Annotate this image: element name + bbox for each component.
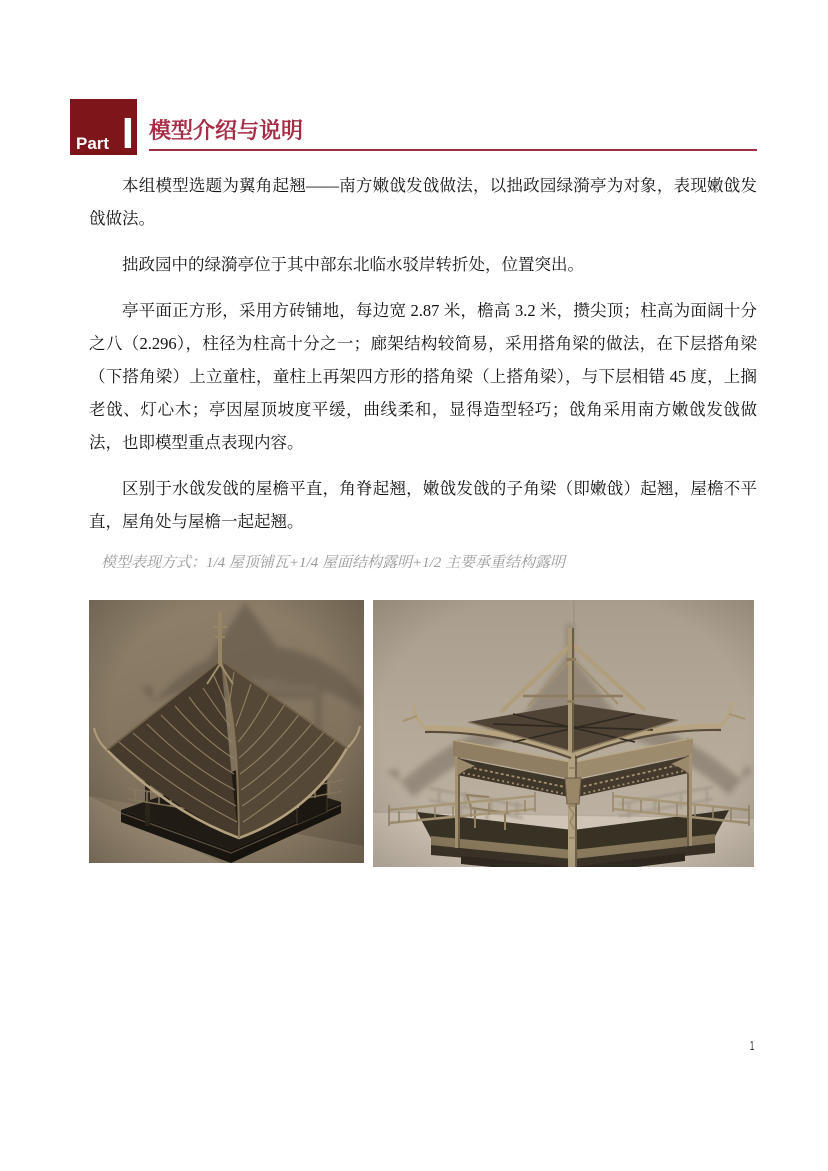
model-presentation-caption: 模型表现方式：1/4 屋顶铺瓦+1/4 屋面结构露明+1/2 主要承重结构露明 <box>101 555 565 571</box>
title-underline <box>149 149 757 151</box>
paragraph-1: 本组模型选题为翼角起翘——南方嫩戗发戗做法，以拙政园绿漪亭为对象，表现嫩戗发戗做法。 <box>89 176 757 228</box>
model-photos <box>89 600 754 867</box>
part-badge <box>70 99 137 158</box>
model-photo-corner-view <box>373 600 754 867</box>
part-label: Part <box>76 134 110 153</box>
pavilion-model-roof-illustration <box>89 600 364 863</box>
body-text <box>89 169 757 575</box>
paragraph-2: 拙政园中的绿漪亭位于其中部东北临水驳岸转折处，位置突出。 <box>122 255 584 274</box>
paragraph-4: 区别于水戗发戗的屋檐平直，角脊起翘，嫩戗发戗的子角梁（即嫩戗）起翘，屋檐不平直，屋角处与屋檐一起起翘。 <box>89 479 757 531</box>
pavilion-model-corner-illustration <box>373 600 754 867</box>
paragraph-3: 亭平面正方形，采用方砖铺地，每边宽 2.87 米，檐高 3.2 米，攒尖顶；柱高为面阔十分之八（2.296），柱径为柱高十分之一；廊架结构较简易，采用搭角梁的做法，在下层搭角梁（下搭角梁）上立童柱，童柱上再架四方形的搭角梁（上搭角梁），与下层相错 45 度，上搁老戗、灯心木；亭因屋顶坡度平缓，曲线柔和，显得造型轻巧；戗角采用南方嫩戗发戗做法，也即模型重点表现内容。 <box>89 301 757 452</box>
model-photo-roof-view <box>89 600 364 863</box>
part-numeral: I <box>121 108 132 158</box>
section-title: 模型介绍与说明 <box>149 118 304 143</box>
page-number: 1 <box>749 1038 755 1053</box>
